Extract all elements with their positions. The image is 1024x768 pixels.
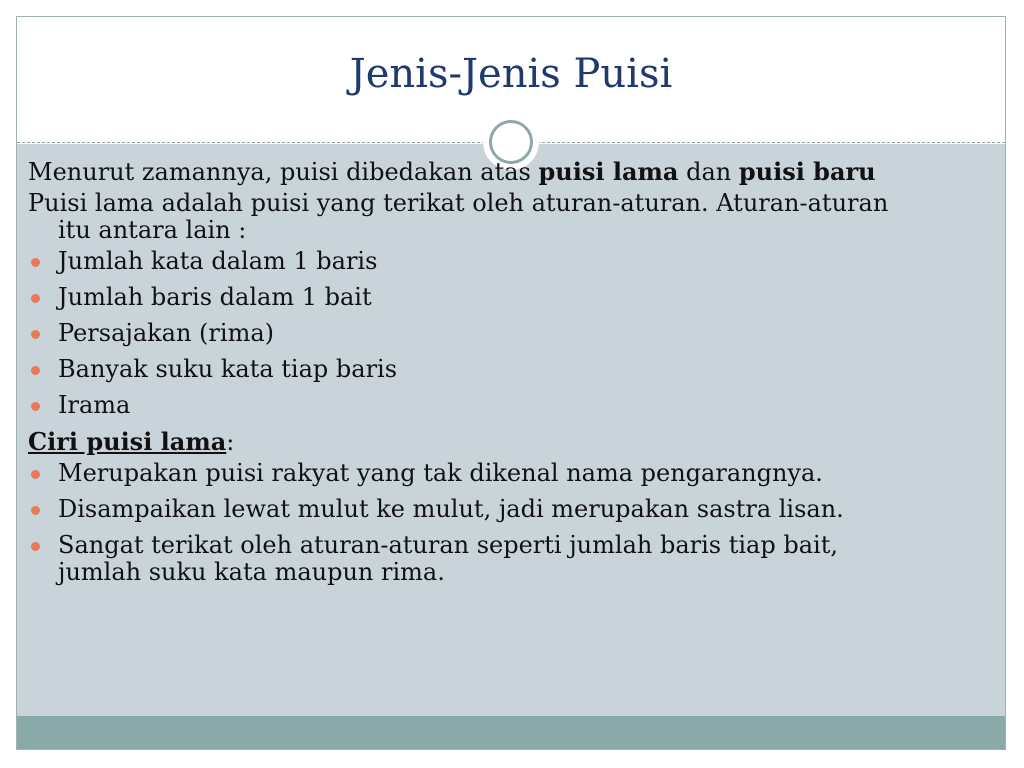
list-item (28, 320, 928, 347)
slide-body (28, 158, 928, 595)
bullet-icon (31, 294, 40, 303)
bottom-bar (17, 716, 1005, 750)
intro-bold-puisi-lama: puisi lama (538, 157, 679, 186)
list-item (28, 284, 928, 311)
list-item-text: Sangat terikat oleh aturan-aturan seperti jumlah baris tiap bait, jumlah suku kata maupun rima. (58, 531, 838, 586)
slide-title: Jenis-Jenis Puisi (349, 51, 673, 97)
ciri-heading: Ciri puisi lama (28, 427, 227, 456)
list-item (28, 392, 928, 419)
list-item-text: Jumlah kata dalam 1 baris (58, 247, 378, 275)
bullet-icon (31, 506, 40, 515)
intro-middle: dan (678, 158, 739, 186)
definition-paragraph: Puisi lama adalah puisi yang terikat oleh aturan-aturan. Aturan-aturan itu antara lain : (28, 189, 889, 244)
bullet-icon (31, 258, 40, 267)
list-item-text: Irama (58, 391, 131, 419)
list-item (28, 532, 928, 586)
intro-prefix: Menurut zamannya, puisi dibedakan atas (28, 158, 539, 186)
bullet-icon (31, 470, 40, 479)
list-item (28, 496, 928, 523)
ciri-colon: : (226, 428, 235, 456)
ciri-heading-line (28, 428, 928, 456)
bullet-icon (31, 402, 40, 411)
list-item-text: Banyak suku kata tiap baris (58, 355, 398, 383)
list-item-text: Merupakan puisi rakyat yang tak dikenal nama pengarangnya. (58, 459, 823, 487)
list-item-text: Jumlah baris dalam 1 bait (58, 283, 372, 311)
list-item-text: Disampaikan lewat mulut ke mulut, jadi merupakan sastra lisan. (58, 495, 844, 523)
bullet-icon (31, 366, 40, 375)
list-item (28, 248, 928, 275)
list-item-text: Persajakan (rima) (58, 319, 274, 347)
bullet-icon (31, 330, 40, 339)
intro-paragraph (28, 158, 928, 186)
list-item (28, 356, 928, 383)
list-item (28, 460, 928, 487)
intro-bold-puisi-baru: puisi baru (738, 157, 876, 186)
bullet-icon (31, 542, 40, 551)
